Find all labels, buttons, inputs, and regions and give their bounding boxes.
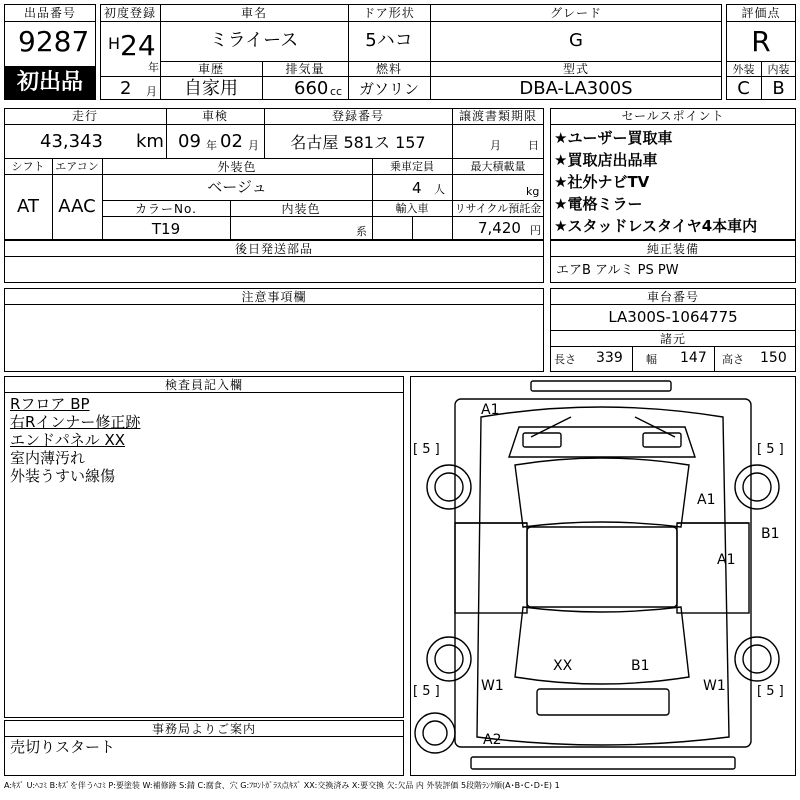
bracket-tr: [ 5 ] (757, 442, 784, 457)
name-label: 車名 (240, 6, 267, 20)
door-label: ドア形状 (363, 6, 415, 20)
interior-label: 内装 (767, 63, 790, 76)
capacity-label: 乗車定員 (390, 160, 434, 173)
bracket-bl: [ 5 ] (413, 684, 440, 699)
sales-point-2: ★買取店出品車 (554, 151, 658, 169)
bracket-br: [ 5 ] (757, 684, 784, 699)
mark-w1-left: W1 (481, 678, 504, 694)
history-label: 車歴 (197, 62, 224, 76)
interior-grade: B (772, 78, 785, 99)
mark-a1-side: A1 (717, 552, 736, 568)
model-label: 型式 (562, 62, 589, 76)
mileage-label: 走行 (71, 109, 98, 123)
color-no-value: T19 (151, 220, 181, 238)
color-no-label: カラーNo. (135, 202, 197, 216)
model-value: DBA-LA300S (519, 78, 633, 99)
shift-value: AT (17, 196, 39, 217)
exterior-label: 外装 (732, 63, 755, 76)
transfer-label: 譲渡書類期限 (458, 109, 537, 123)
first-reg-label: 初度登録 (103, 6, 156, 20)
inspection-month: 02 (220, 131, 243, 152)
mileage-unit: km (136, 131, 164, 152)
shift-label: シフト (11, 160, 45, 173)
mark-b1-right: B1 (761, 526, 780, 542)
year: 24 (120, 29, 156, 62)
equipment-label: 純正装備 (646, 242, 699, 256)
recycle-label: リサイクル預託金 (454, 202, 542, 215)
inspector-line-4: 室内薄汚れ (10, 449, 86, 467)
dims-label: 諸元 (659, 332, 686, 346)
lot-label: 出品番号 (23, 6, 76, 20)
ac-value: AAC (58, 196, 96, 217)
later-parts-label: 後日発送部品 (234, 242, 313, 256)
grade-value: G (569, 30, 583, 51)
door-value: 5ハコ (365, 30, 413, 51)
length-label: 長さ (554, 353, 576, 366)
transfer-day: 日 (528, 139, 539, 152)
inspection-label: 車検 (201, 109, 228, 123)
notes-label: 注意事項欄 (241, 290, 307, 304)
transfer-month: 月 (490, 139, 501, 152)
length-value: 339 (596, 350, 623, 366)
ext-color-value: ベージュ (207, 178, 267, 196)
sales-point-3: ★社外ナビTV (554, 173, 650, 191)
capacity-value: 4 (412, 179, 422, 197)
chassis-label: 車台番号 (646, 290, 699, 304)
inspection-month-unit: 月 (248, 139, 259, 152)
displacement-unit: cc (330, 85, 343, 98)
import-label: 輸入車 (395, 202, 429, 215)
first-listing-badge: 初出品 (5, 66, 95, 99)
legend: A:ｷｽﾞ U:ﾍｺﾐ B:ｷｽﾞを伴うﾍｺﾐ P:要塗装 W:補修跡 S:錆 C:腐食、穴 G:ﾌﾛﾝﾄｶﾞﾗｽ点ｷｽﾞ XX:交換済み X:要交換 欠:欠品 内 外装評価 5段階ﾗﾝｸ順(A･B･C･D･E) 1 (4, 781, 560, 790)
bracket-tl: [ 5 ] (413, 442, 440, 457)
int-color-unit: 系 (356, 225, 367, 238)
month: 2 (120, 78, 132, 99)
car-name: ミライース (209, 30, 299, 51)
displacement-label: 排気量 (285, 62, 325, 76)
score-value: R (751, 25, 771, 58)
load-label: 最大積載量 (470, 160, 526, 173)
mileage-value: 43,343 (40, 131, 103, 152)
month-unit: 月 (146, 85, 157, 98)
inspector-line-2: 右Rインナー修正跡 (10, 413, 141, 431)
height-label: 高さ (722, 353, 744, 366)
int-color-label: 内装色 (281, 202, 321, 216)
car-diagram (410, 376, 796, 776)
lot-number: 9287 (18, 25, 90, 58)
reg-label: 登録番号 (331, 109, 384, 123)
year-unit: 年 (148, 61, 159, 74)
fuel-label: 燃料 (375, 62, 402, 76)
sales-point-1: ★ユーザー買取車 (554, 129, 673, 147)
car-outline (411, 377, 795, 775)
inspector-line-5: 外装うすい線傷 (10, 467, 116, 485)
recycle-unit: 円 (530, 224, 541, 237)
era: H (108, 34, 121, 53)
grade-label: グレード (549, 6, 602, 20)
equipment-value: エアB アルミ PS PW (556, 263, 679, 278)
mark-a1-right: A1 (697, 492, 716, 508)
inspection-year: 09 (178, 131, 201, 152)
sales-point-4: ★電格ミラー (554, 195, 643, 213)
load-unit: kg (526, 185, 540, 198)
ext-color-label: 外装色 (217, 160, 257, 174)
mark-xx: XX (553, 658, 573, 674)
inspector-label: 検査員記入欄 (164, 378, 243, 392)
chassis-value: LA300S-1064775 (608, 308, 738, 326)
width-value: 147 (680, 350, 707, 366)
mark-w1-right: W1 (703, 678, 726, 694)
reg-number: 名古屋 581ス 157 (290, 133, 426, 152)
inspection-year-unit: 年 (206, 139, 217, 152)
width-label: 幅 (646, 353, 657, 366)
recycle-value: 7,420 (478, 219, 521, 237)
fuel-value: ガソリン (358, 80, 419, 98)
exterior-grade: C (737, 78, 750, 99)
score-label: 評価点 (741, 6, 781, 20)
office-label: 事務局よりご案内 (151, 722, 256, 736)
capacity-unit: 人 (434, 183, 445, 196)
sales-points-label: セールスポイント (621, 109, 725, 123)
inspector-line-3: エンドパネル XX (10, 431, 126, 449)
height-value: 150 (760, 350, 787, 366)
mark-b1-rear: B1 (631, 658, 650, 674)
mark-a2: A2 (483, 732, 502, 748)
office-text: 売切りスタート (10, 738, 116, 756)
mark-a1-top: A1 (481, 402, 500, 418)
sales-point-5: ★スタッドレスタイヤ4本車内 (554, 217, 758, 235)
history-value: 自家用 (184, 78, 238, 99)
inspector-line-1: Rフロア BP (10, 395, 90, 413)
ac-label: エアコン (55, 160, 99, 173)
displacement-value: 660 (294, 78, 329, 99)
